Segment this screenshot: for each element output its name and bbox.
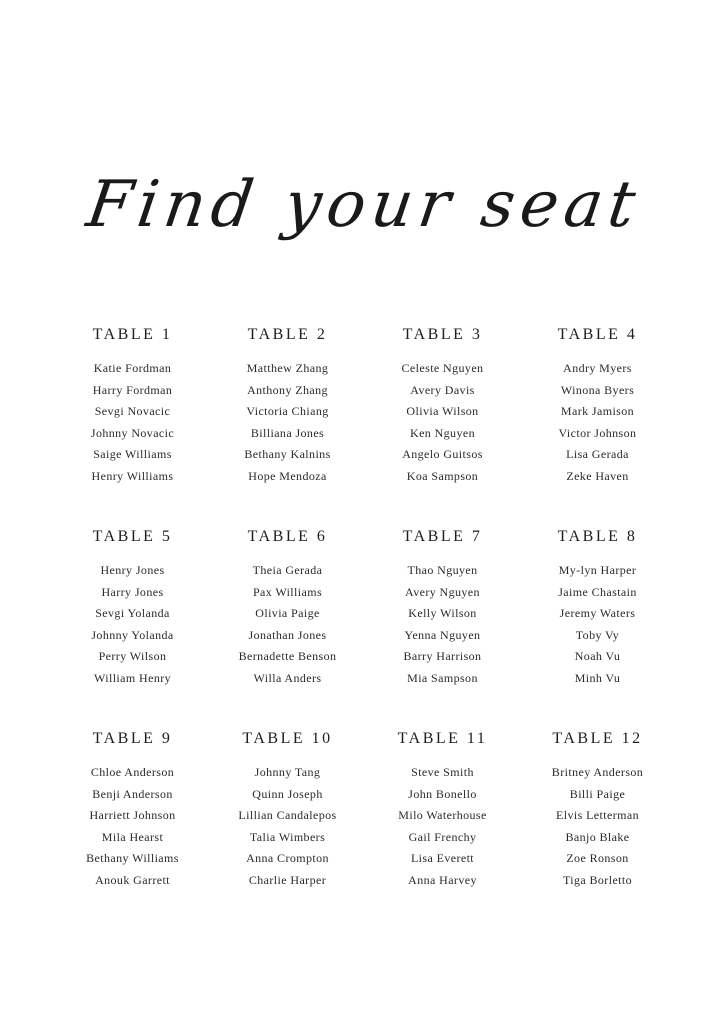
guest-name: Steve Smith bbox=[411, 765, 474, 779]
guest-name: Jeremy Waters bbox=[559, 606, 636, 621]
guest-name: Angelo Guitsos bbox=[402, 447, 483, 462]
guest-name: Charlie Harper bbox=[248, 872, 327, 887]
guest-name: Britney Anderson bbox=[551, 765, 644, 779]
guest-name: Harriett Johnson bbox=[89, 808, 176, 823]
guest-name: Billi Paige bbox=[569, 786, 626, 801]
guest-name: Johnny Tang bbox=[254, 765, 321, 779]
guest-name: Jaime Chastain bbox=[558, 584, 637, 599]
guest-name: Minh Vu bbox=[574, 670, 621, 685]
guest-name: Lisa Everett bbox=[410, 851, 475, 866]
guest-name: Mia Sampson bbox=[407, 670, 478, 685]
guest-name: Thao Nguyen bbox=[407, 563, 478, 577]
guest-name: Banjo Blake bbox=[565, 829, 630, 844]
guest-list bbox=[210, 762, 365, 892]
table-heading: TABLE 2 bbox=[247, 326, 328, 343]
table-heading: TABLE 3 bbox=[402, 326, 483, 343]
guest-name: Koa Sampson bbox=[406, 468, 479, 483]
guest-name: Anouk Garrett bbox=[95, 872, 170, 887]
guest-name: Gail Frenchy bbox=[408, 829, 477, 844]
table-heading: TABLE 7 bbox=[402, 528, 483, 545]
table-heading: TABLE 9 bbox=[92, 730, 173, 747]
table-card bbox=[210, 727, 365, 929]
guest-name: Theia Gerada bbox=[252, 563, 323, 577]
guest-name: My-lyn Harper bbox=[558, 563, 637, 577]
table-card bbox=[55, 323, 210, 525]
guest-name: Bethany Kalnins bbox=[244, 447, 331, 462]
guest-name: Lillian Candalepos bbox=[238, 808, 337, 823]
guest-name: Milo Waterhouse bbox=[398, 808, 487, 823]
guest-name: Henry Williams bbox=[91, 468, 174, 483]
guest-name: William Henry bbox=[93, 670, 172, 685]
guest-list bbox=[365, 560, 520, 690]
guest-name: Zoe Ronson bbox=[566, 851, 629, 866]
table-heading: TABLE 5 bbox=[92, 528, 173, 545]
guest-name: Harry Jones bbox=[101, 584, 164, 599]
table-card bbox=[520, 727, 675, 929]
guest-name: Lisa Gerada bbox=[566, 447, 629, 462]
table-heading: TABLE 12 bbox=[552, 730, 643, 747]
guest-name: Billiana Jones bbox=[250, 425, 325, 440]
guest-name: Ken Nguyen bbox=[410, 425, 475, 440]
table-card bbox=[365, 727, 520, 929]
guest-name: Tiga Borletto bbox=[562, 872, 633, 887]
guest-name: Avery Nguyen bbox=[405, 584, 480, 599]
guest-name: Anthony Zhang bbox=[247, 382, 328, 397]
table-card bbox=[55, 727, 210, 929]
guest-name: Katie Fordman bbox=[93, 361, 172, 375]
guest-name: Andry Myers bbox=[563, 361, 632, 375]
guest-name: Victoria Chiang bbox=[246, 404, 329, 419]
table-card bbox=[365, 323, 520, 525]
guest-name: Johnny Novacic bbox=[90, 425, 175, 440]
guest-list bbox=[55, 762, 210, 892]
guest-name: Bernadette Benson bbox=[238, 649, 337, 664]
guest-name: Saige Williams bbox=[93, 447, 172, 462]
guest-name: Jonathan Jones bbox=[248, 627, 327, 642]
guest-name: Willa Anders bbox=[253, 670, 322, 685]
guest-name: Sevgi Yolanda bbox=[95, 606, 170, 621]
guest-name: Henry Jones bbox=[100, 563, 165, 577]
tables-grid bbox=[55, 323, 675, 929]
table-heading: TABLE 4 bbox=[557, 326, 638, 343]
table-card bbox=[520, 525, 675, 727]
guest-name: Olivia Paige bbox=[255, 606, 320, 621]
table-card bbox=[210, 323, 365, 525]
guest-name: Barry Harrison bbox=[403, 649, 482, 664]
guest-name: Harry Fordman bbox=[92, 382, 173, 397]
guest-list bbox=[520, 560, 675, 690]
guest-name: Mark Jamison bbox=[560, 404, 635, 419]
guest-list bbox=[55, 560, 210, 690]
guest-name: Zeke Haven bbox=[566, 468, 629, 483]
guest-name: Kelly Wilson bbox=[408, 606, 477, 621]
guest-name: Anna Harvey bbox=[408, 872, 477, 887]
guest-list bbox=[365, 358, 520, 488]
guest-name: Perry Wilson bbox=[98, 649, 167, 664]
table-card bbox=[210, 525, 365, 727]
guest-name: Sevgi Novacic bbox=[94, 404, 171, 419]
guest-name: Chloe Anderson bbox=[90, 765, 175, 779]
table-card bbox=[365, 525, 520, 727]
guest-list bbox=[55, 358, 210, 488]
table-heading: TABLE 8 bbox=[557, 528, 638, 545]
guest-name: John Bonello bbox=[408, 786, 477, 801]
guest-list bbox=[210, 358, 365, 488]
guest-name: Matthew Zhang bbox=[246, 361, 329, 375]
guest-list bbox=[520, 358, 675, 488]
guest-name: Johnny Yolanda bbox=[91, 627, 174, 642]
table-heading: TABLE 10 bbox=[242, 730, 333, 747]
guest-name: Quinn Joseph bbox=[252, 786, 323, 801]
guest-name: Pax Williams bbox=[252, 584, 323, 599]
table-heading: TABLE 6 bbox=[247, 528, 328, 545]
guest-name: Mila Hearst bbox=[101, 829, 164, 844]
guest-list bbox=[520, 762, 675, 892]
guest-name: Victor Johnson bbox=[558, 425, 637, 440]
table-card bbox=[55, 525, 210, 727]
guest-name: Yenna Nguyen bbox=[404, 627, 481, 642]
guest-name: Anna Crompton bbox=[246, 851, 329, 866]
guest-list bbox=[365, 762, 520, 892]
guest-name: Winona Byers bbox=[560, 382, 635, 397]
table-card bbox=[520, 323, 675, 525]
table-heading: TABLE 11 bbox=[397, 730, 488, 747]
guest-name: Avery Davis bbox=[410, 382, 475, 397]
guest-name: Noah Vu bbox=[574, 649, 621, 664]
guest-name: Toby Vy bbox=[575, 627, 620, 642]
guest-name: Talia Wimbers bbox=[249, 829, 326, 844]
guest-name: Celeste Nguyen bbox=[401, 361, 484, 375]
guest-name: Olivia Wilson bbox=[406, 404, 479, 419]
guest-list bbox=[210, 560, 365, 690]
page-title: Find your seat bbox=[82, 168, 646, 242]
guest-name: Bethany Williams bbox=[86, 851, 179, 866]
guest-name: Elvis Letterman bbox=[556, 808, 639, 823]
guest-name: Benji Anderson bbox=[92, 786, 173, 801]
guest-name: Hope Mendoza bbox=[248, 468, 327, 483]
table-heading: TABLE 1 bbox=[92, 326, 173, 343]
